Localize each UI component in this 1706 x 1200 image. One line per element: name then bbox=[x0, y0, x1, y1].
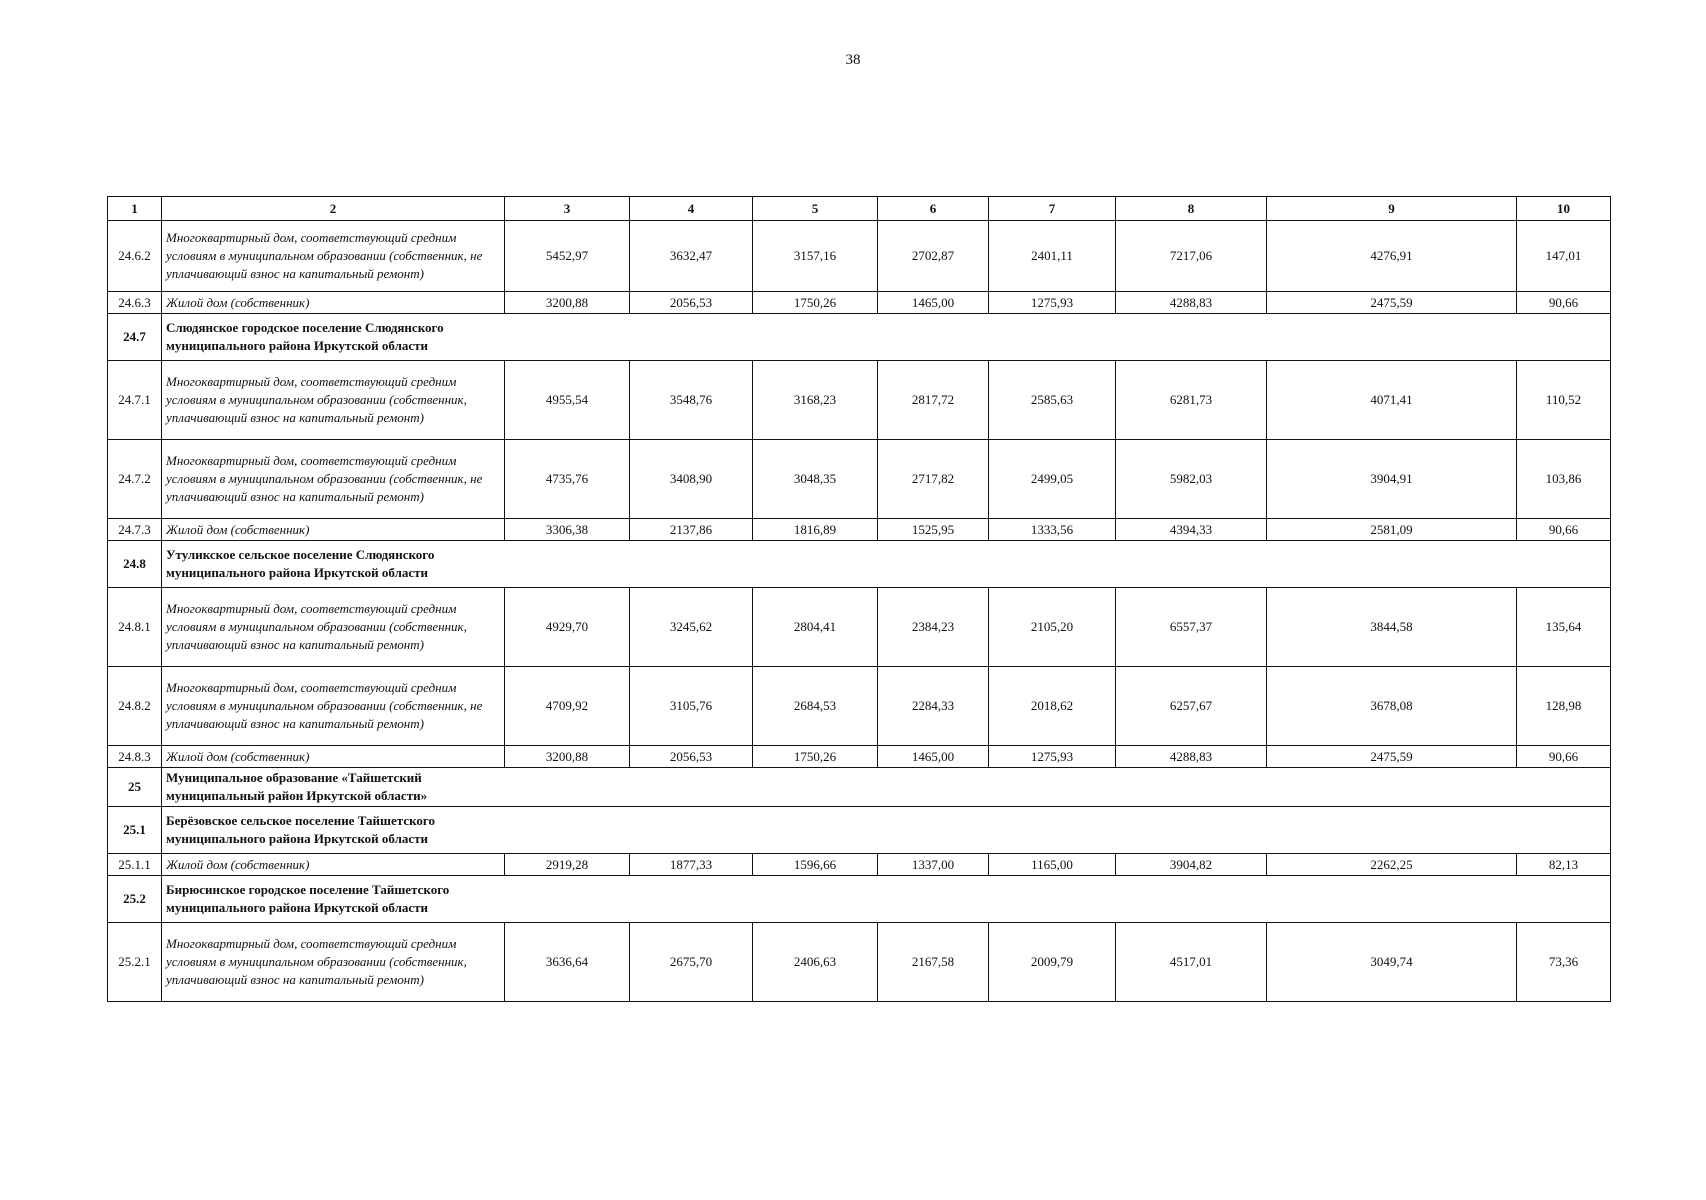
value-cell: 103,86 bbox=[1517, 440, 1611, 519]
row-code: 25.1.1 bbox=[108, 854, 162, 876]
value-cell: 3548,76 bbox=[630, 361, 753, 440]
table-row bbox=[108, 923, 1611, 1002]
value-cell: 3157,16 bbox=[753, 221, 878, 292]
value-cell: 1337,00 bbox=[878, 854, 989, 876]
section-title-text: Утуликское сельское поселение Слюдянского муниципального района Иркутской области bbox=[166, 547, 435, 580]
value-cell: 110,52 bbox=[1517, 361, 1611, 440]
value-cell: 2499,05 bbox=[989, 440, 1116, 519]
tariff-table bbox=[107, 196, 1611, 1002]
value-cell: 3306,38 bbox=[505, 519, 630, 541]
value-cell: 1596,66 bbox=[753, 854, 878, 876]
value-cell: 4288,83 bbox=[1116, 292, 1267, 314]
section-row bbox=[108, 876, 1611, 923]
value-cell: 2585,63 bbox=[989, 361, 1116, 440]
row-description: Жилой дом (собственник) bbox=[162, 746, 505, 768]
header-cell: 1 bbox=[108, 197, 162, 221]
value-cell: 2137,86 bbox=[630, 519, 753, 541]
value-cell: 2009,79 bbox=[989, 923, 1116, 1002]
row-code: 24.7.3 bbox=[108, 519, 162, 541]
value-cell: 2105,20 bbox=[989, 588, 1116, 667]
value-cell: 3049,74 bbox=[1267, 923, 1517, 1002]
section-row bbox=[108, 768, 1611, 807]
page-number: 38 bbox=[845, 52, 861, 68]
value-cell: 4735,76 bbox=[505, 440, 630, 519]
header-cell: 4 bbox=[630, 197, 753, 221]
value-cell: 5982,03 bbox=[1116, 440, 1267, 519]
value-cell: 1275,93 bbox=[989, 292, 1116, 314]
row-code: 24.7.1 bbox=[108, 361, 162, 440]
value-cell: 2817,72 bbox=[878, 361, 989, 440]
value-cell: 3678,08 bbox=[1267, 667, 1517, 746]
table-row bbox=[108, 221, 1611, 292]
value-cell: 3200,88 bbox=[505, 292, 630, 314]
row-code: 24.7.2 bbox=[108, 440, 162, 519]
section-title-text: Берёзовское сельское поселение Тайшетского муниципального района Иркутской области bbox=[166, 813, 436, 846]
value-cell: 82,13 bbox=[1517, 854, 1611, 876]
value-cell: 90,66 bbox=[1517, 519, 1611, 541]
row-code: 24.8.3 bbox=[108, 746, 162, 768]
table-row bbox=[108, 746, 1611, 768]
row-description: Жилой дом (собственник) bbox=[162, 854, 505, 876]
value-cell: 2581,09 bbox=[1267, 519, 1517, 541]
value-cell: 4709,92 bbox=[505, 667, 630, 746]
value-cell: 2018,62 bbox=[989, 667, 1116, 746]
table-body bbox=[108, 221, 1611, 1002]
section-title bbox=[162, 807, 1611, 854]
value-cell: 7217,06 bbox=[1116, 221, 1267, 292]
section-row bbox=[108, 807, 1611, 854]
row-code: 25.2 bbox=[108, 876, 162, 923]
value-cell: 1165,00 bbox=[989, 854, 1116, 876]
section-row bbox=[108, 314, 1611, 361]
value-cell: 1750,26 bbox=[753, 746, 878, 768]
value-cell: 2056,53 bbox=[630, 746, 753, 768]
table-row bbox=[108, 361, 1611, 440]
header-cell: 8 bbox=[1116, 197, 1267, 221]
row-code: 24.6.3 bbox=[108, 292, 162, 314]
value-cell: 4394,33 bbox=[1116, 519, 1267, 541]
row-description: Жилой дом (собственник) bbox=[162, 292, 505, 314]
row-code: 24.8.1 bbox=[108, 588, 162, 667]
value-cell: 1465,00 bbox=[878, 292, 989, 314]
header-cell: 10 bbox=[1517, 197, 1611, 221]
table-row bbox=[108, 440, 1611, 519]
table-row bbox=[108, 667, 1611, 746]
value-cell: 3168,23 bbox=[753, 361, 878, 440]
section-title-text: Слюдянское городское поселение Слюдянского муниципального района Иркутской области bbox=[166, 320, 444, 353]
value-cell: 2262,25 bbox=[1267, 854, 1517, 876]
row-code: 25.2.1 bbox=[108, 923, 162, 1002]
row-description: Многоквартирный дом, соответствующий средним условиям в муниципальном образовании (собственник, уплачивающий взнос на капитальный ремонт) bbox=[162, 923, 505, 1002]
value-cell: 4288,83 bbox=[1116, 746, 1267, 768]
row-description: Многоквартирный дом, соответствующий средним условиям в муниципальном образовании (собственник, не уплачивающий взнос на капитальный ремонт) bbox=[162, 221, 505, 292]
row-code: 25.1 bbox=[108, 807, 162, 854]
header-row bbox=[108, 197, 1611, 221]
value-cell: 2401,11 bbox=[989, 221, 1116, 292]
value-cell: 3632,47 bbox=[630, 221, 753, 292]
row-code: 24.7 bbox=[108, 314, 162, 361]
row-description: Многоквартирный дом, соответствующий средним условиям в муниципальном образовании (собственник, не уплачивающий взнос на капитальный ремонт) bbox=[162, 667, 505, 746]
value-cell: 2384,23 bbox=[878, 588, 989, 667]
row-description: Жилой дом (собственник) bbox=[162, 519, 505, 541]
value-cell: 90,66 bbox=[1517, 746, 1611, 768]
value-cell: 2056,53 bbox=[630, 292, 753, 314]
value-cell: 6281,73 bbox=[1116, 361, 1267, 440]
value-cell: 3200,88 bbox=[505, 746, 630, 768]
section-title-text: Бирюсинское городское поселение Тайшетского муниципального района Иркутской области bbox=[166, 882, 450, 915]
value-cell: 4276,91 bbox=[1267, 221, 1517, 292]
value-cell: 3245,62 bbox=[630, 588, 753, 667]
value-cell: 1816,89 bbox=[753, 519, 878, 541]
row-description: Многоквартирный дом, соответствующий средним условиям в муниципальном образовании (собственник, не уплачивающий взнос на капитальный ремонт) bbox=[162, 440, 505, 519]
row-code: 25 bbox=[108, 768, 162, 807]
header-cell: 7 bbox=[989, 197, 1116, 221]
header-cell: 5 bbox=[753, 197, 878, 221]
section-title bbox=[162, 541, 1611, 588]
value-cell: 2406,63 bbox=[753, 923, 878, 1002]
table-row bbox=[108, 854, 1611, 876]
value-cell: 135,64 bbox=[1517, 588, 1611, 667]
header-cell: 9 bbox=[1267, 197, 1517, 221]
value-cell: 3904,82 bbox=[1116, 854, 1267, 876]
header-cell: 2 bbox=[162, 197, 505, 221]
value-cell: 3105,76 bbox=[630, 667, 753, 746]
value-cell: 2919,28 bbox=[505, 854, 630, 876]
value-cell: 1750,26 bbox=[753, 292, 878, 314]
row-code: 24.8.2 bbox=[108, 667, 162, 746]
value-cell: 90,66 bbox=[1517, 292, 1611, 314]
value-cell: 73,36 bbox=[1517, 923, 1611, 1002]
value-cell: 2475,59 bbox=[1267, 746, 1517, 768]
value-cell: 147,01 bbox=[1517, 221, 1611, 292]
value-cell: 4955,54 bbox=[505, 361, 630, 440]
value-cell: 6557,37 bbox=[1116, 588, 1267, 667]
value-cell: 3408,90 bbox=[630, 440, 753, 519]
row-code: 24.6.2 bbox=[108, 221, 162, 292]
value-cell: 1525,95 bbox=[878, 519, 989, 541]
table-row bbox=[108, 292, 1611, 314]
value-cell: 2167,58 bbox=[878, 923, 989, 1002]
value-cell: 6257,67 bbox=[1116, 667, 1267, 746]
table-row bbox=[108, 588, 1611, 667]
value-cell: 5452,97 bbox=[505, 221, 630, 292]
row-description: Многоквартирный дом, соответствующий средним условиям в муниципальном образовании (собственник, уплачивающий взнос на капитальный ремонт) bbox=[162, 588, 505, 667]
value-cell: 2804,41 bbox=[753, 588, 878, 667]
row-description: Многоквартирный дом, соответствующий средним условиям в муниципальном образовании (собственник, уплачивающий взнос на капитальный ремонт) bbox=[162, 361, 505, 440]
value-cell: 2475,59 bbox=[1267, 292, 1517, 314]
section-title bbox=[162, 768, 1611, 807]
row-code: 24.8 bbox=[108, 541, 162, 588]
header-cell: 3 bbox=[505, 197, 630, 221]
value-cell: 2284,33 bbox=[878, 667, 989, 746]
value-cell: 1333,56 bbox=[989, 519, 1116, 541]
section-title-text: Муниципальное образование «Тайшетский муниципальный район Иркутской области» bbox=[166, 770, 428, 803]
value-cell: 2702,87 bbox=[878, 221, 989, 292]
value-cell: 4929,70 bbox=[505, 588, 630, 667]
value-cell: 1275,93 bbox=[989, 746, 1116, 768]
value-cell: 4517,01 bbox=[1116, 923, 1267, 1002]
value-cell: 3048,35 bbox=[753, 440, 878, 519]
value-cell: 2684,53 bbox=[753, 667, 878, 746]
header-cell: 6 bbox=[878, 197, 989, 221]
value-cell: 3844,58 bbox=[1267, 588, 1517, 667]
value-cell: 4071,41 bbox=[1267, 361, 1517, 440]
value-cell: 2675,70 bbox=[630, 923, 753, 1002]
value-cell: 1465,00 bbox=[878, 746, 989, 768]
value-cell: 3636,64 bbox=[505, 923, 630, 1002]
value-cell: 128,98 bbox=[1517, 667, 1611, 746]
table-row bbox=[108, 519, 1611, 541]
section-title bbox=[162, 876, 1611, 923]
section-title bbox=[162, 314, 1611, 361]
section-row bbox=[108, 541, 1611, 588]
value-cell: 3904,91 bbox=[1267, 440, 1517, 519]
value-cell: 1877,33 bbox=[630, 854, 753, 876]
value-cell: 2717,82 bbox=[878, 440, 989, 519]
